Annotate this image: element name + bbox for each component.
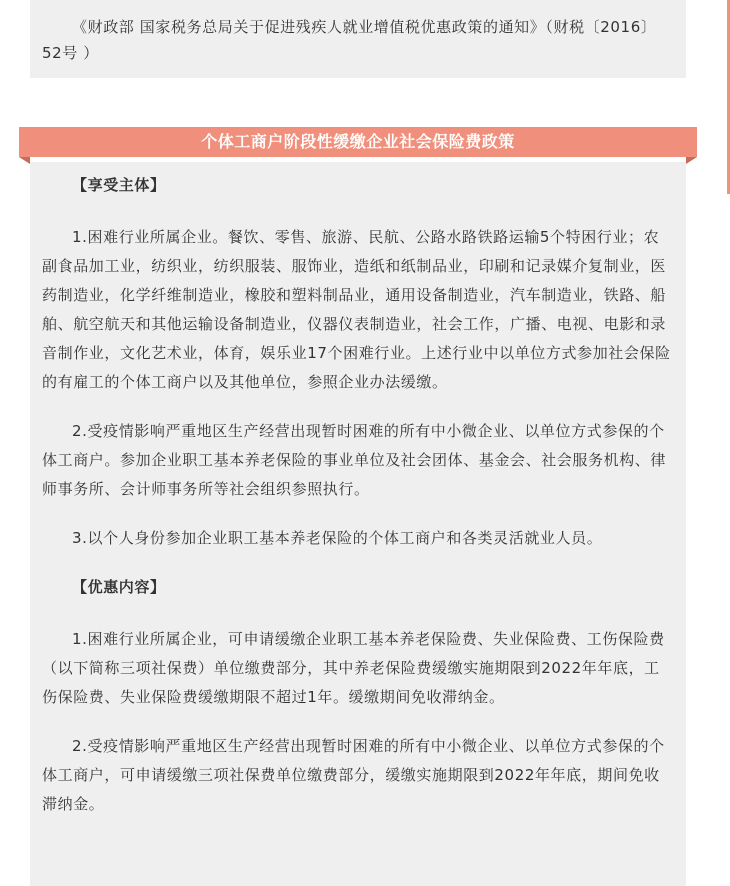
- policy-content: [30, 162, 686, 886]
- benefit-item-2: 2.受疫情影响严重地区生产经营出现暂时困难的所有中小微企业、以单位方式参保的个体工商户，可申请缓缴三项社保费单位缴费部分，缓缴实施期限到2022年年底，期间免收滞纳金。: [42, 737, 665, 813]
- banner-fold-right: [686, 157, 697, 164]
- banner-fold-left: [19, 157, 30, 164]
- eligible-item-2: 2.受疫情影响严重地区生产经营出现暂时困难的所有中小微企业、以单位方式参保的个体工商户。参加企业职工基本养老保险的事业单位及社会团体、基金会、社会服务机构、律师事务所、会计师事务所等社会组织参照执行。: [42, 422, 667, 498]
- section-heading-benefits: 【优惠内容】: [72, 578, 166, 596]
- reference-block: [30, 0, 686, 78]
- section-heading-eligible: 【享受主体】: [72, 176, 166, 194]
- eligible-item-1: 1.困难行业所属企业。餐饮、零售、旅游、民航、公路水路铁路运输5个特困行业；农副食品加工业，纺织业，纺织服装、服饰业，造纸和纸制品业，印刷和记录媒介复制业，医药制造业，化学纤维制造业，橡胶和塑料制品业，通用设备制造业，汽车制造业，铁路、船舶、航空航天和其他运输设备制造业，仪器仪表制造业，社会工作，广播、电视、电影和录音制作业，文化艺术业，体育，娱乐业17个困难行业。上述行业中以单位方式参加社会保险的有雇工的个体工商户以及其他单位，参照企业办法缓缴。: [42, 228, 671, 391]
- section-banner: [19, 127, 697, 157]
- banner-title: 个体工商户阶段性缓缴企业社会保险费政策: [201, 132, 515, 151]
- eligible-item-3: 3.以个人身份参加企业职工基本养老保险的个体工商户和各类灵活就业人员。: [72, 529, 603, 547]
- benefit-item-1: 1.困难行业所属企业，可申请缓缴企业职工基本养老保险费、失业保险费、工伤保险费（以下简称三项社保费）单位缴费部分，其中养老保险费缓缴实施期限到2022年年底，工伤保险费、失业保险费缓缴期限不超过1年。缓缴期间免收滞纳金。: [42, 630, 665, 706]
- reference-text: 《财政部 国家税务总局关于促进残疾人就业增值税优惠政策的通知》（财税〔2016〕52号 ）: [42, 18, 657, 62]
